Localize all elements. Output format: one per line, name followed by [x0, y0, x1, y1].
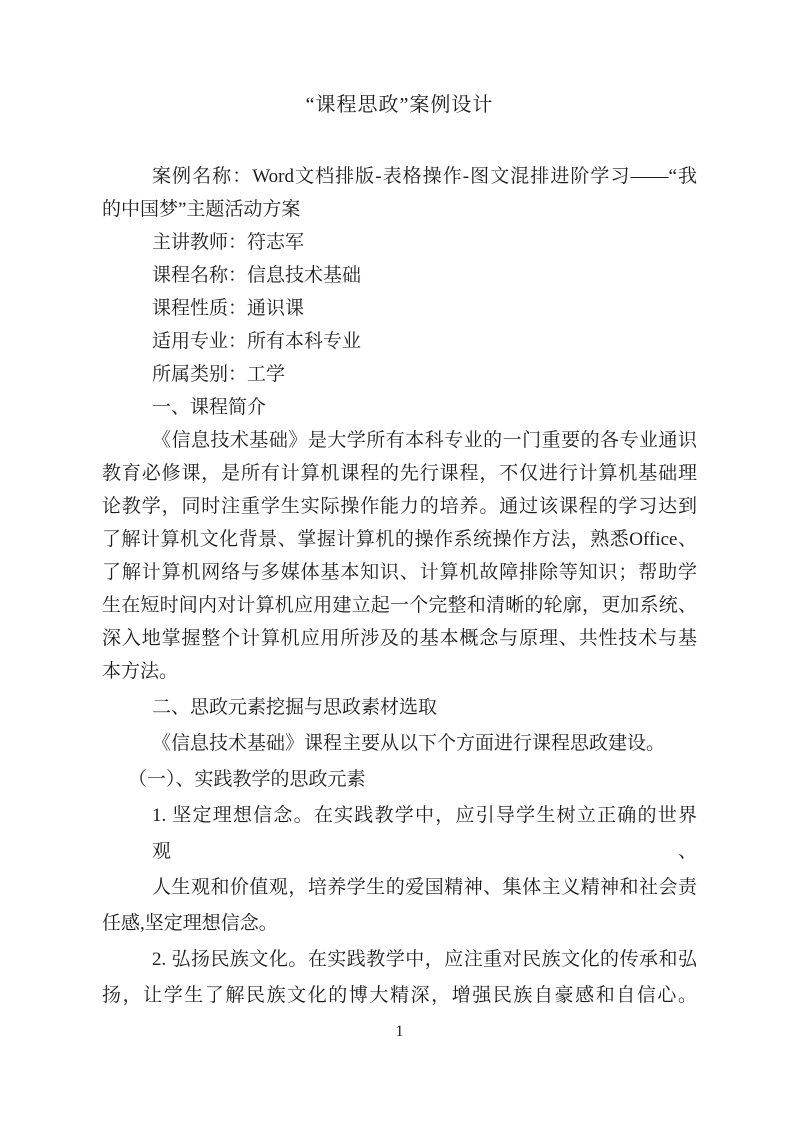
ideology-section-block [102, 690, 697, 1014]
subsection1-heading: （一）、实践教学的思政元素 [128, 769, 366, 790]
section1-heading: 一、课程简介 [152, 397, 267, 418]
course-nature-line: 课程性质：通识课 [152, 298, 305, 319]
section2-intro: 《信息技术基础》课程主要从以下个方面进行课程思政建设。 [152, 733, 666, 754]
doc-line: 了解计算机网络与多媒体基本知识、计算机故障排除等知识；帮助学 [102, 562, 697, 583]
instructor-line: 主讲教师：符志军 [152, 232, 305, 253]
doc-line: 论教学，同时注重学生实际操作能力的培养。通过该课程的学习达到 [102, 496, 697, 517]
page-number: 1 [395, 1023, 404, 1040]
document-title: “课程思政”案例设计 [305, 94, 494, 116]
applicable-majors-line: 适用专业：所有本科专业 [152, 331, 362, 352]
doc-line: 《信息技术基础》是大学所有本科专业的一门重要的各专业通识 [152, 430, 697, 451]
document-body [102, 88, 697, 1014]
course-intro-paragraph [102, 424, 697, 688]
doc-line: 深入地掌握整个计算机应用所涉及的基本概念与原理、共性技术与基 [102, 628, 697, 649]
doc-line: 教育必修课，是所有计算机课程的先行课程，不仅进行计算机基础理 [102, 463, 697, 484]
case-name-line-1: 案例名称：Word文档排版-表格操作-图文混排进阶学习——“我 [152, 166, 697, 187]
doc-line: 任感,坚定理想信念。 [102, 913, 278, 934]
case-info-block [102, 160, 697, 424]
doc-line: 人生观和价值观，培养学生的爱国精神、集体主义精神和社会责 [152, 877, 697, 898]
category-line: 所属类别：工学 [152, 364, 286, 385]
section2-heading: 二、思政元素挖掘与思政素材选取 [152, 697, 438, 718]
course-name-line: 课程名称：信息技术基础 [152, 265, 362, 286]
doc-line: 了解计算机文化背景、掌握计算机的操作系统操作方法，熟悉Office、 [102, 529, 697, 550]
doc-line: 1. 坚定理想信念。在实践教学中，应引导学生树立正确的世界观、 [152, 805, 697, 862]
doc-line: 生在短时间内对计算机应用建立起一个完整和清晰的轮廓，更加系统、 [102, 595, 697, 616]
doc-line: 扬，让学生了解民族文化的博大精深，增强民族自豪感和自信心。 [102, 985, 697, 1006]
case-name-line-2: 的中国梦”主题活动方案 [102, 199, 301, 220]
doc-line: 本方法。 [102, 661, 179, 682]
doc-line: 2. 弘扬民族文化。在实践教学中，应注重对民族文化的传承和弘 [152, 949, 697, 970]
